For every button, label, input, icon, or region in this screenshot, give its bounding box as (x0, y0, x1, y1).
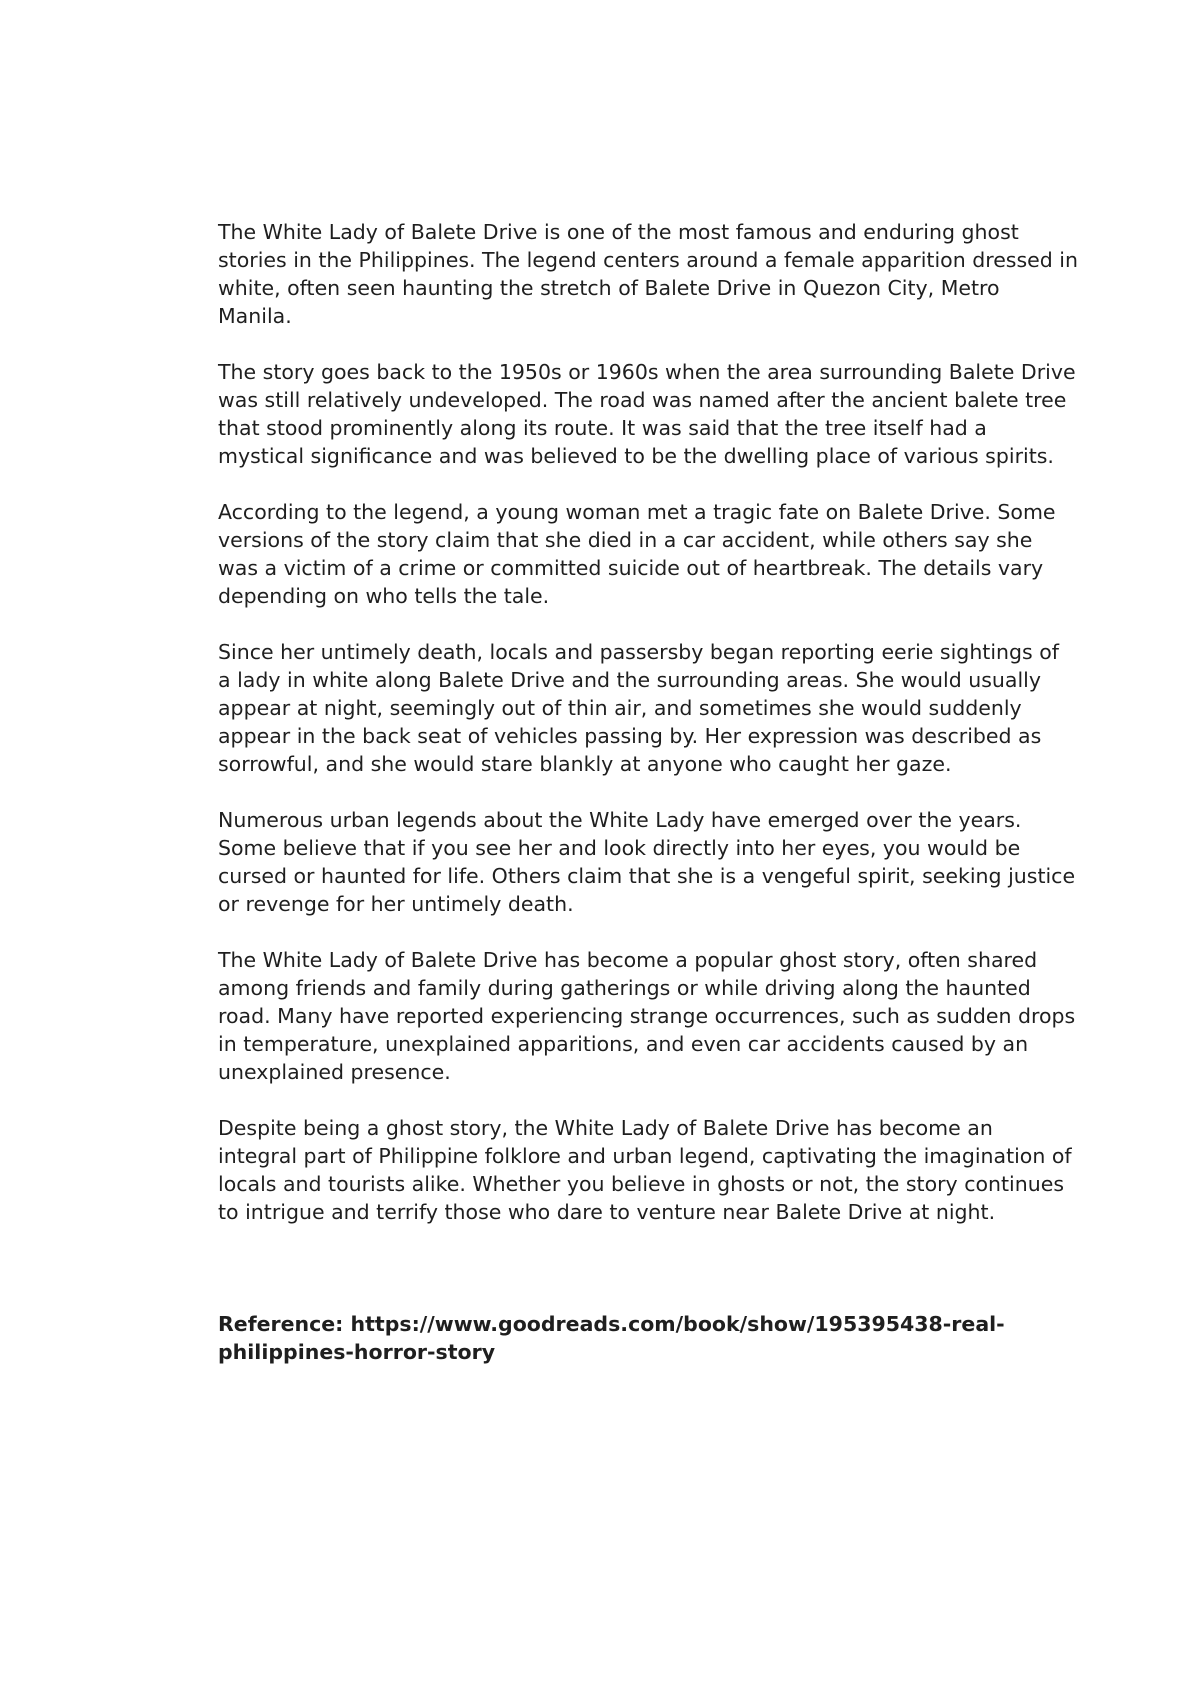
paragraph-sightings: Since her untimely death, locals and passersby began reporting eerie sightings of a lady in white along Balete Drive and the surrounding areas. She would usually appear at night, seemingly out of thin air, and sometimes she would suddenly appear in the back seat of vehicles passing by. Her expression was described as sorrowful, and she would stare blankly at anyone who caught her gaze. (218, 640, 1060, 776)
paragraph-conclusion: Despite being a ghost story, the White Lady of Balete Drive has become an integral part of Philippine folklore and urban legend, captivating the imagination of locals and tourists alike. Whether you believe in ghosts or not, the story continues to intrigue and terrify those who dare to venture near Balete Drive at night. (218, 1116, 1072, 1224)
paragraph-legend: According to the legend, a young woman met a tragic fate on Balete Drive. Some versions of the story claim that she died in a car accident, while others say she was a victim of a crime or committed suicide out of heartbreak. The details vary depending on who tells the tale. (218, 500, 1056, 608)
paragraph-origin: The story goes back to the 1950s or 1960s when the area surrounding Balete Drive was still relatively undeveloped. The road was named after the ancient balete tree that stood prominently along its route. It was said that the tree itself had a mystical significance and was believed to be the dwelling place of various spirits. (218, 360, 1076, 468)
paragraph-intro: The White Lady of Balete Drive is one of the most famous and enduring ghost stories in the Philippines. The legend centers around a female apparition dressed in white, often seen haunting the stretch of Balete Drive in Quezon City, Metro Manila. (218, 220, 1078, 328)
document-page (218, 218, 1078, 1394)
reference-text: Reference: https://www.goodreads.com/book/show/195395438-real-philippines-horror-story (218, 1312, 1005, 1364)
paragraph-popularity: The White Lady of Balete Drive has become a popular ghost story, often shared among friends and family during gatherings or while driving along the haunted road. Many have reported experiencing strange occurrences, such as sudden drops in temperature, unexplained apparitions, and even car accidents caused by an unexplained presence. (218, 948, 1076, 1084)
paragraph-urban-legends: Numerous urban legends about the White Lady have emerged over the years. Some believe that if you see her and look directly into her eyes, you would be cursed or haunted for life. Others claim that she is a vengeful spirit, seeking justice or revenge for her untimely death. (218, 808, 1076, 916)
